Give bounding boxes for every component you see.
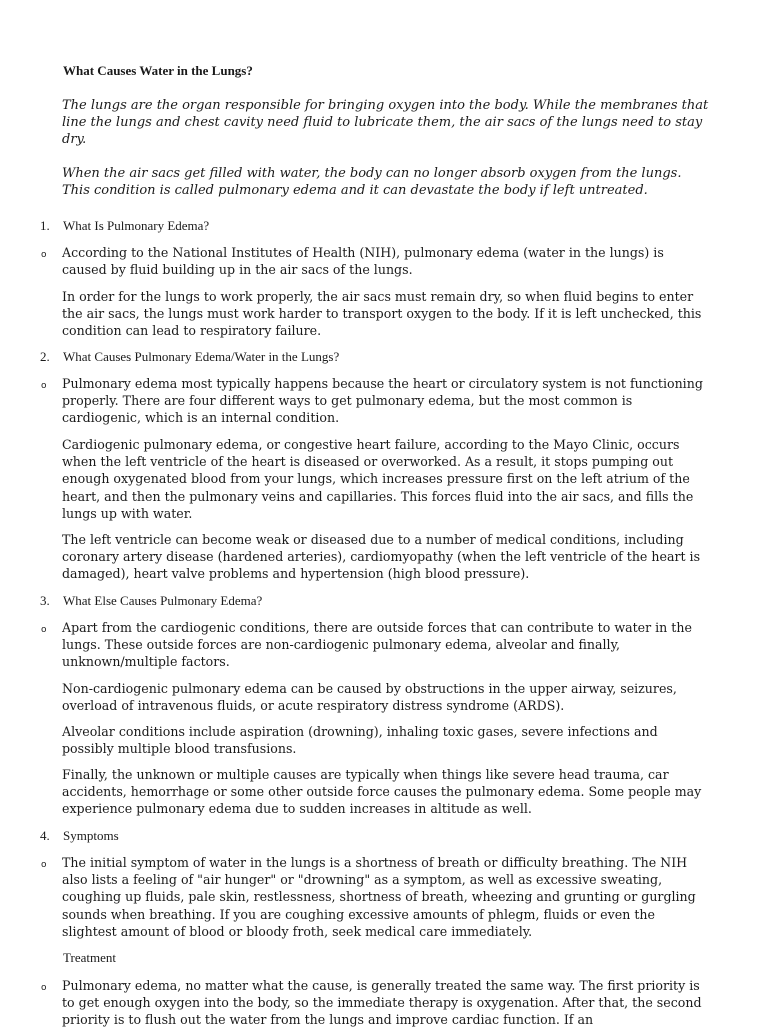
intro-paragraph: The lungs are the organ responsible for bringing oxygen into the body. While the membranes that line the lungs and chest cavity need fluid to lubricate them, the air sacs of the lungs need to stay dry. [62,98,709,148]
document-title: What Causes Water in the Lungs? [63,63,253,78]
body-paragraph: Finally, the unknown or multiple causes are typically when things like severe head trauma, car accidents, hemorrhage or some other outside force causes the pulmonary edema. Some people may experience pulmonary edema due to sudden increases in altitude as well. [62,767,702,817]
section-number: 4. [40,828,50,843]
body-paragraph: The left ventricle can become weak or diseased due to a number of medical conditions, including coronary artery disease (hardened arteries), cardiomyopathy (when the left ventricle of the heart is damaged), heart valve problems and hypertension (high blood pressure). [62,532,701,582]
bullet-icon: o [41,860,47,870]
section-heading: Symptoms [63,828,119,843]
body-paragraph: Pulmonary edema, no matter what the cause, is generally treated the same way. The first priority is to get enough oxygen into the body, so the immediate therapy is oxygenation. After that, the second priority is to flush out the water from the lungs and improve cardiac function. If an [62,978,702,1028]
section-heading: Treatment [63,950,116,965]
bullet-icon: o [41,381,47,391]
intro-paragraph: When the air sacs get filled with water, the body can no longer absorb oxygen from the lungs. This condition is called pulmonary edema and it can devastate the body if left untreated. [62,166,682,199]
body-paragraph: The initial symptom of water in the lungs is a shortness of breath or difficulty breathing. The NIH also lists a feeling of "air hunger" or "drowning" as a symptom, as well as excessive sweating, coughing up fluids, pale skin, restlessness, shortness of breath, wheezing and grunting or gurgling sounds when breathing. If you are coughing excessive amounts of phlegm, fluids or even the slightest amount of blood or bloody froth, seek medical care immediately. [62,855,696,939]
bullet-icon: o [41,983,47,993]
section-number: 3. [40,593,50,608]
body-paragraph: Cardiogenic pulmonary edema, or congestive heart failure, according to the Mayo Clinic, occurs when the left ventricle of the heart is diseased or overworked. As a result, it stops pumping out enough oxygenated blood from your lungs, which increases pressure first on the left atrium of the heart, and then the pulmonary veins and capillaries. This forces fluid into the air sacs, and fills the lungs up with water. [62,437,694,521]
body-paragraph: Alveolar conditions include aspiration (drowning), inhaling toxic gases, severe infections and possibly multiple blood transfusions. [62,724,658,757]
body-paragraph: Non-cardiogenic pulmonary edema can be caused by obstructions in the upper airway, seizures, overload of intravenous fluids, or acute respiratory distress syndrome (ARDS). [62,681,677,714]
section-heading: What Causes Pulmonary Edema/Water in the Lungs? [63,349,340,364]
body-paragraph: Apart from the cardiogenic conditions, there are outside forces that can contribute to water in the lungs. These outside forces are non-cardiogenic pulmonary edema, alveolar and finally, unknown/multiple factors. [62,620,692,670]
body-paragraph: In order for the lungs to work properly, the air sacs must remain dry, so when fluid begins to enter the air sacs, the lungs must work harder to transport oxygen to the body. If it is left unchecked, this condition can lead to respiratory failure. [62,289,702,339]
section-number: 2. [40,349,50,364]
bullet-icon: o [41,625,47,635]
section-heading: What Else Causes Pulmonary Edema? [63,593,263,608]
section-number: 1. [40,218,50,233]
body-paragraph: According to the National Institutes of Health (NIH), pulmonary edema (water in the lungs) is caused by fluid building up in the air sacs of the lungs. [62,245,664,278]
section-heading: What Is Pulmonary Edema? [63,218,210,233]
body-paragraph: Pulmonary edema most typically happens because the heart or circulatory system is not functioning properly. There are four different ways to get pulmonary edema, but the most common is cardiogenic, which is an internal condition. [62,376,703,426]
bullet-icon: o [41,250,47,260]
